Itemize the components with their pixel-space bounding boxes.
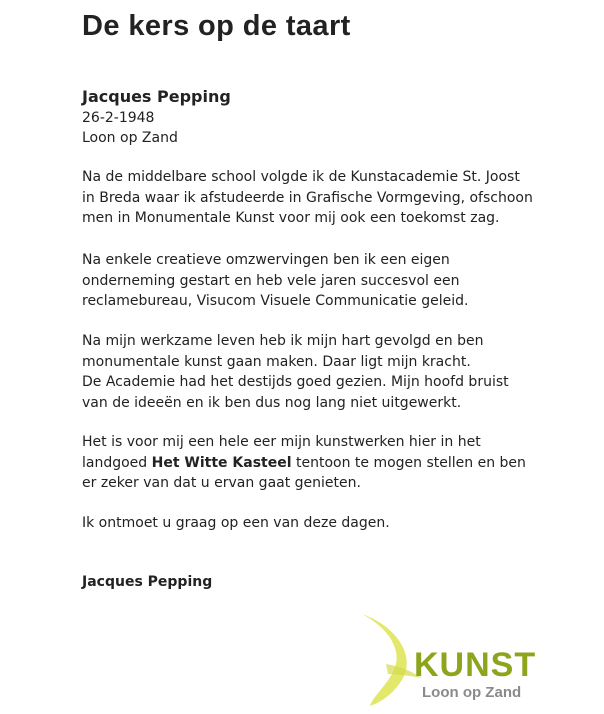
paragraph-line: Het is voor mij een hele eer mijn kunstwerken hier in het (82, 434, 481, 450)
paragraph-education (82, 167, 533, 229)
paragraph-line: Na de middelbare school volgde ik de Kunstacademie St. Joost (82, 169, 520, 185)
author-block (82, 86, 231, 148)
logo-word: KUNST (414, 646, 537, 684)
venue-name: Het Witte Kasteel (151, 454, 292, 471)
kunst-logo (352, 612, 562, 708)
logo-subtitle: Loon op Zand (422, 684, 522, 701)
paragraph-line: reclamebureau, Visucom Visuele Communicatie geleid. (82, 293, 469, 309)
paragraph-line: van de ideeën en ik ben dus nog lang niet uitgewerkt. (82, 394, 462, 411)
paragraph-line: Na enkele creatieve omzwervingen ben ik een eigen (82, 252, 450, 268)
signature: Jacques Pepping (82, 574, 213, 590)
paragraph-line-start: landgoed (82, 454, 152, 471)
author-birthdate: 26-2-1948 (82, 110, 155, 126)
paragraph-line-end: tentoon te mogen stellen en ben (291, 454, 526, 471)
paragraph-exhibition (82, 432, 526, 494)
paragraph-career (82, 250, 468, 312)
paragraph-line: monumentale kunst gaan maken. Daar ligt mijn kracht. (82, 353, 471, 370)
paragraph-passion (82, 331, 509, 413)
paragraph-line: men in Monumentale Kunst voor mij ook een toekomst zag. (82, 210, 500, 226)
paragraph-line: onderneming gestart en heb vele jaren succesvol een (82, 272, 460, 289)
author-name: Jacques Pepping (82, 87, 231, 106)
paragraph-line: er zeker van dat u ervan gaat genieten. (82, 475, 361, 491)
author-place: Loon op Zand (82, 130, 178, 146)
page-title: De kers op de taart (82, 10, 351, 42)
paragraph-line: Na mijn werkzame leven heb ik mijn hart gevolgd en ben (82, 333, 484, 349)
paragraph-closing: Ik ontmoet u graag op een van deze dagen. (82, 515, 390, 531)
paragraph-line: in Breda waar ik afstudeerde in Grafische Vormgeving, ofschoon (82, 189, 533, 206)
paragraph-line: De Academie had het destijds goed gezien. Mijn hoofd bruist (82, 374, 509, 390)
